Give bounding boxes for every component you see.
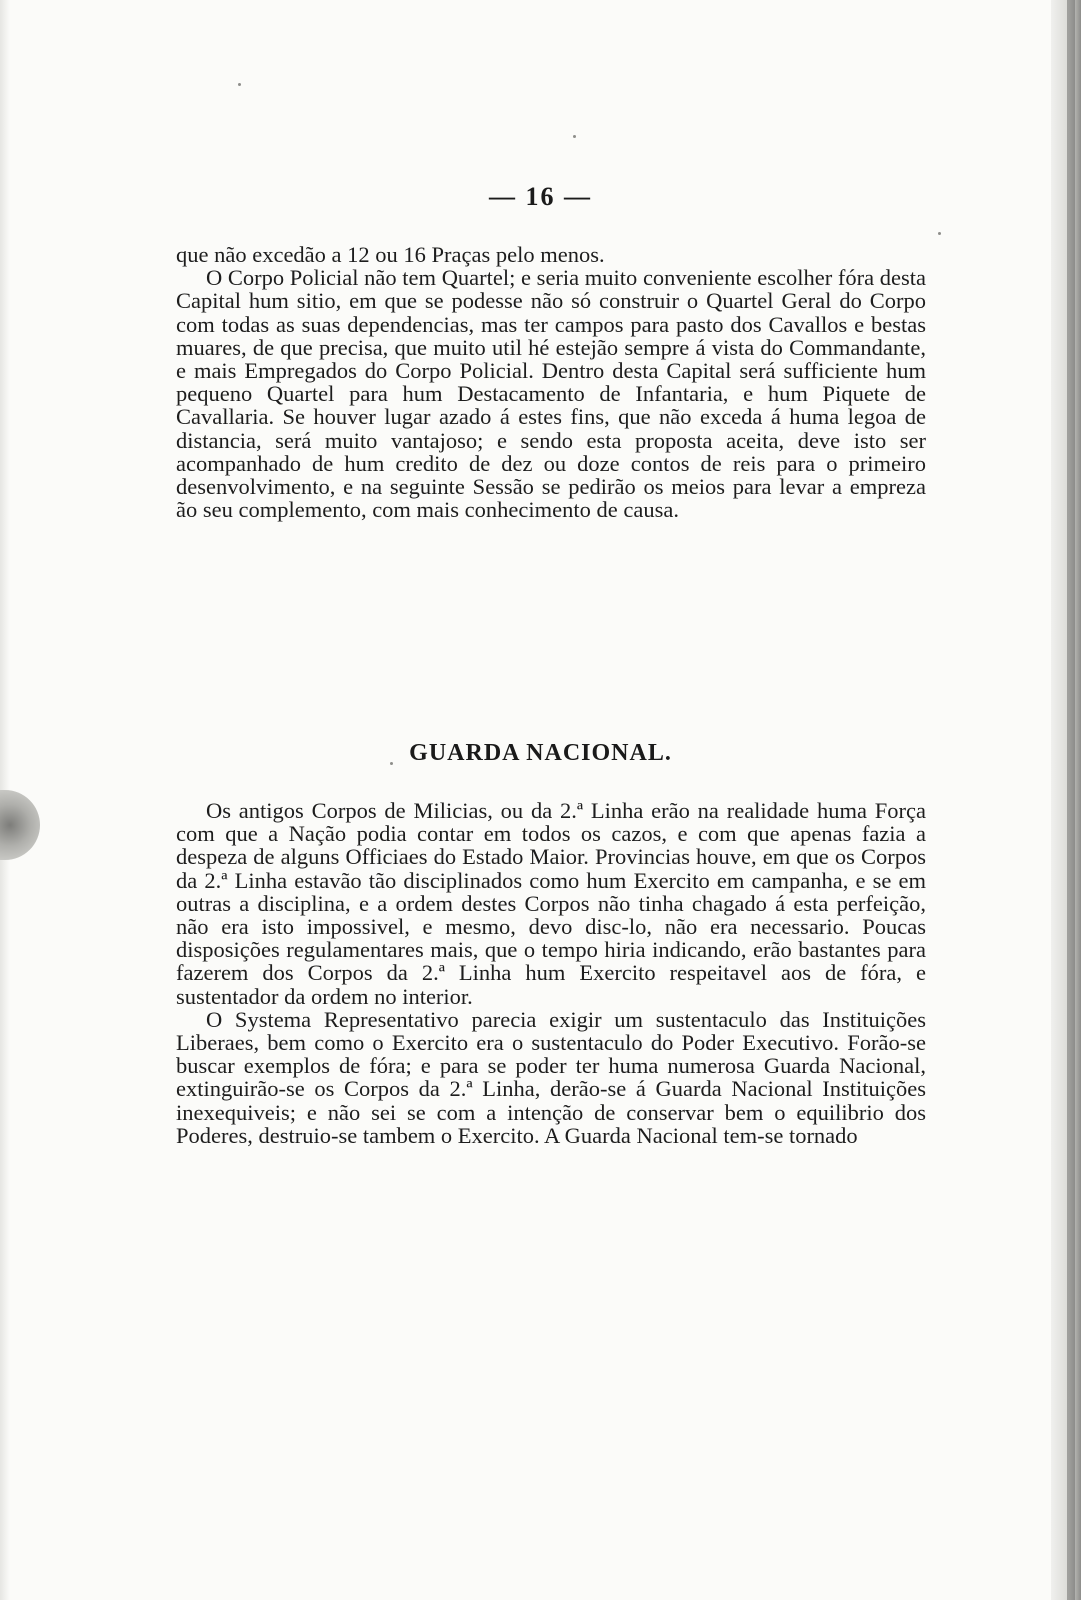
ink-speck [238, 83, 241, 86]
thumb-smudge [0, 790, 40, 860]
ink-speck [938, 232, 941, 235]
paragraph-continuation: que não excedão a 12 ou 16 Praças pelo menos. [176, 242, 605, 267]
right-page-edge [1051, 0, 1081, 1600]
paragraph-corpo-policial: O Corpo Policial não tem Quartel; e seria muito conveniente escolher fóra desta Capital hum sitio, em que se podesse não só construir o Quartel Geral do Corpo com todas as suas dependencias, mas ter campos para pasto dos Cavallos e bestas muares, de que precisa, que muito util hé estejão sempre á vista do Commandante, e mais Empregados do Corpo Policial. Dentro desta Capital será sufficiente hum pequeno Quartel para hum Destacamento de Infantaria, e hum Piquete de Cavallaria. Se houver lugar azado á estes fins, que não exceda á huma legoa de distancia, será muito vantajoso; e sendo esta proposta aceita, deve isto ser acompanhado de hum credito de dez ou doze contos de reis para o primeiro desenvolvimento, e na seguinte Sessão se pedirão os meios para levar a empreza ão seu complemento, com mais conhecimento de causa. [176, 265, 926, 523]
paragraph-systema-representativo: O Systema Representativo parecia exigir um sustentaculo das Instituições Liberaes, bem como o Exercito era o sustentaculo do Poder Executivo. Forão-se buscar exemplos de fóra; e para se poder ter huma numerosa Guarda Nacional, extinguirão-se os Corpos da 2.ª Linha, derão-se á Guarda Nacional Instituições inexequiveis; e não sei se com a intenção de conservar bem o equilibrio dos Poderes, destruio-se tambem o Exercito. A Guarda Nacional tem-se tornado [176, 1006, 926, 1148]
paragraph-milicias: Os antigos Corpos de Milicias, ou da 2.ª Linha erão na realidade huma Força com que a Nação podia contar em todos os cazos, e com que apenas fazia a despeza de alguns Officiaes do Estado Maior. Provincias houve, em que os Corpos da 2.ª Linha estavão tão disciplinados como hum Exercito em campanha, e se em outras a disciplina, e a ordem destes Corpos não tinha chagado á esta perfeição, não era isto impossivel, e mesmo, devo disc-lo, não era necessario. Poucas disposições regulamentares mais, que o tempo hiria indicando, erão bastantes para fazerem dos Corpos da 2.ª Linha hum Exercito respeitavel aos de fóra, e sustentador da ordem no interior. [176, 798, 926, 1009]
body-text-bottom [176, 799, 926, 1147]
page-number: — 16 — [489, 182, 592, 211]
ink-speck [573, 135, 576, 138]
section-heading: GUARDA NACIONAL. [409, 740, 672, 766]
body-text-top [176, 243, 926, 521]
binding-shadow [1067, 0, 1075, 1600]
